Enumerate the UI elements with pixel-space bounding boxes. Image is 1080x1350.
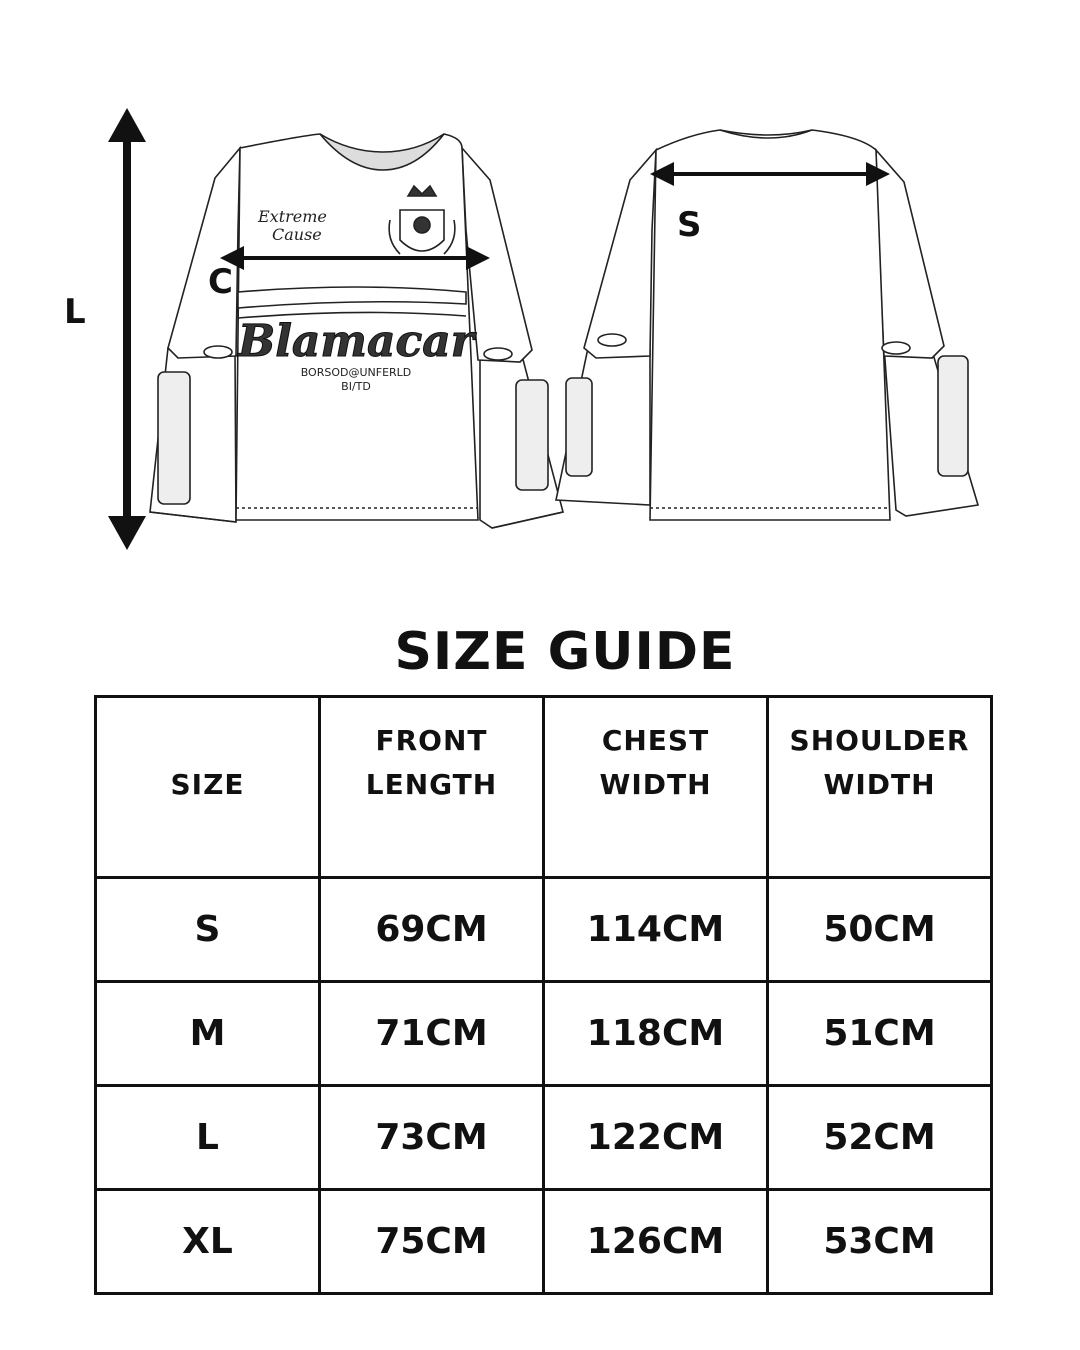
cell-chest-width: 126CM	[544, 1190, 768, 1294]
cell-front-length: 75CM	[320, 1190, 544, 1294]
header-chest-width: CHEST WIDTH	[544, 697, 768, 878]
front-sub-line-2: BI/TD	[341, 380, 371, 393]
cell-chest-width: 114CM	[544, 878, 768, 982]
front-script-logo: Extreme	[258, 207, 327, 226]
front-script-logo-2: Cause	[272, 225, 322, 244]
table-row	[96, 878, 992, 982]
length-label: L	[64, 292, 86, 332]
header-size: SIZE	[96, 697, 320, 878]
shoulder-label: S	[677, 205, 702, 245]
size-chart-table	[94, 695, 993, 1295]
cell-shoulder-width: 51CM	[768, 982, 992, 1086]
chest-label: C	[208, 262, 233, 302]
cell-front-length: 71CM	[320, 982, 544, 1086]
cell-front-length: 69CM	[320, 878, 544, 982]
cell-size: M	[96, 982, 320, 1086]
size-guide-title: SIZE GUIDE	[394, 622, 736, 682]
table-header-row	[96, 697, 992, 878]
cell-size: XL	[96, 1190, 320, 1294]
front-main-print: Blamacar	[238, 316, 474, 367]
header-shoulder-width: SHOULDER WIDTH	[768, 697, 992, 878]
cell-size: S	[96, 878, 320, 982]
cell-front-length: 73CM	[320, 1086, 544, 1190]
front-sub-line-1: BORSOD@UNFERLD	[300, 366, 412, 379]
cell-shoulder-width: 52CM	[768, 1086, 992, 1190]
tshirt-flat-sketches	[0, 0, 1080, 600]
cell-shoulder-width: 50CM	[768, 878, 992, 982]
cell-chest-width: 118CM	[544, 982, 768, 1086]
cell-size: L	[96, 1086, 320, 1190]
back-view-sketch	[556, 130, 978, 520]
length-arrow	[108, 108, 146, 550]
table-row	[96, 1086, 992, 1190]
table-row	[96, 982, 992, 1086]
table-row	[96, 1190, 992, 1294]
cell-shoulder-width: 53CM	[768, 1190, 992, 1294]
cell-chest-width: 122CM	[544, 1086, 768, 1190]
header-front-length: FRONT LENGTH	[320, 697, 544, 878]
garment-diagram	[0, 0, 1080, 600]
